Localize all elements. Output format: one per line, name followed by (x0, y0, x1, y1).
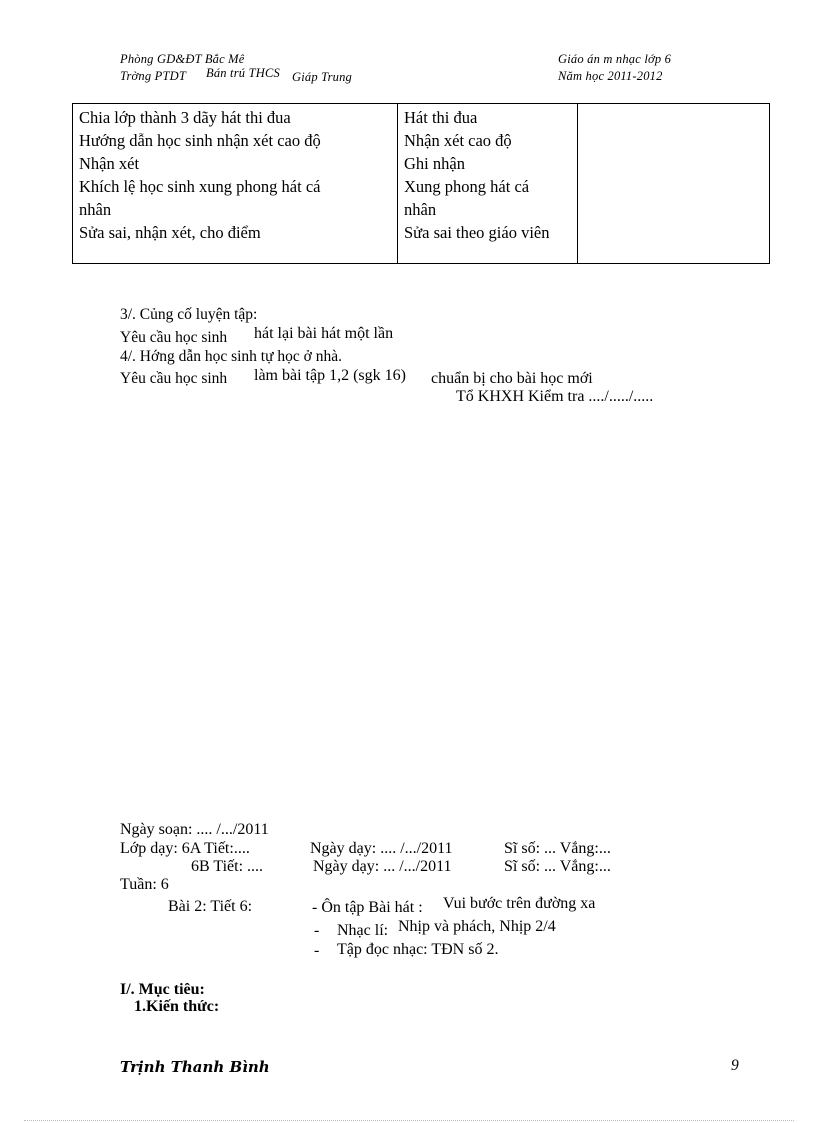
section4-req-prefix: Yêu cầu học sinh (120, 370, 228, 387)
footer-divider (24, 1120, 794, 1121)
header-school-a: Trờng PTDT (120, 69, 186, 83)
list-item: Hát thi đua (404, 108, 478, 127)
list-item: Nhận xét cao độ (404, 131, 512, 150)
knowledge-heading: 1.Kiến thức: (134, 998, 220, 1015)
header-subject: Giáo án m nhạc lớp 6 (558, 52, 672, 66)
si-so-6b: Sĩ số: ... Vắng:... (504, 858, 611, 875)
ngay-soan: Ngày soạn: .... /.../2011 (120, 821, 269, 838)
list-item: Ghi nhận (404, 154, 465, 173)
header-school-c: Giáp Trung (292, 70, 353, 84)
author-name: Trịnh Thanh Bình (120, 1058, 270, 1076)
header-school-dept: Phòng GD&ĐT Bắc Mê (120, 52, 245, 66)
page-number: 9 (731, 1057, 739, 1074)
list-item: Chia lớp thành 3 dãy hát thi đua (79, 108, 291, 127)
list-item: nhân (404, 200, 437, 219)
section3-req-text: hát lại bài hát một lần (254, 325, 394, 342)
lop-day: Lớp dạy: 6A Tiết:.... (120, 840, 250, 857)
section3-req-prefix: Yêu cầu học sinh (120, 329, 228, 346)
music-theory-label: Nhạc lí: (337, 922, 389, 939)
objectives-title: I/. Mục tiêu: (120, 981, 205, 998)
si-so-6a: Sĩ số: ... Vắng:... (504, 840, 611, 857)
ngay-day-6b: Ngày dạy: ... /.../2011 (313, 858, 452, 875)
sight-reading-dash: - (314, 942, 320, 959)
table-row (73, 104, 770, 264)
list-item: Xung phong hát cá (404, 177, 530, 196)
activities-table (72, 103, 770, 264)
tuan: Tuần: 6 (120, 876, 169, 893)
section3-title: 3/. Củng cố luyện tập: (120, 306, 258, 323)
section4-req-tail: chuẩn bị cho bài học mới (431, 370, 593, 387)
student-activity-cell (398, 104, 578, 264)
inspection-line: Tổ KHXH Kiểm tra ..../...../..... (456, 388, 654, 405)
list-item: Khích lệ học sinh xung phong hát cá (79, 177, 321, 196)
music-theory-topic: Nhịp và phách, Nhịp 2/4 (398, 918, 556, 935)
header-school-year: Năm học 2011-2012 (558, 69, 663, 83)
list-item: nhân (79, 200, 112, 219)
section4-title: 4/. Hớng dẫn học sinh tự học ở nhà. (120, 348, 342, 365)
notes-cell (578, 104, 770, 264)
teacher-activity-cell (73, 104, 398, 264)
review-song-label: - Ôn tập Bài hát : (312, 899, 423, 916)
list-item: Sửa sai theo giáo viên (404, 223, 550, 242)
list-item: Hướng dẫn học sinh nhận xét cao độ (79, 131, 321, 150)
lop-6b: 6B Tiết: .... (191, 858, 264, 875)
sight-reading: Tập đọc nhạc: TĐN số 2. (337, 941, 499, 958)
review-song-title: Vui bước trên đường xa (443, 895, 596, 912)
list-item: Sửa sai, nhận xét, cho điểm (79, 223, 261, 242)
music-theory-dash: - (314, 922, 320, 939)
section4-req-text: làm bài tập 1,2 (sgk 16) (254, 367, 406, 384)
bai-tiet: Bài 2: Tiết 6: (168, 898, 253, 915)
header-school-b: Bán trú THCS (206, 66, 280, 80)
list-item: Nhận xét (79, 154, 140, 173)
ngay-day-6a: Ngày dạy: .... /.../2011 (310, 840, 453, 857)
